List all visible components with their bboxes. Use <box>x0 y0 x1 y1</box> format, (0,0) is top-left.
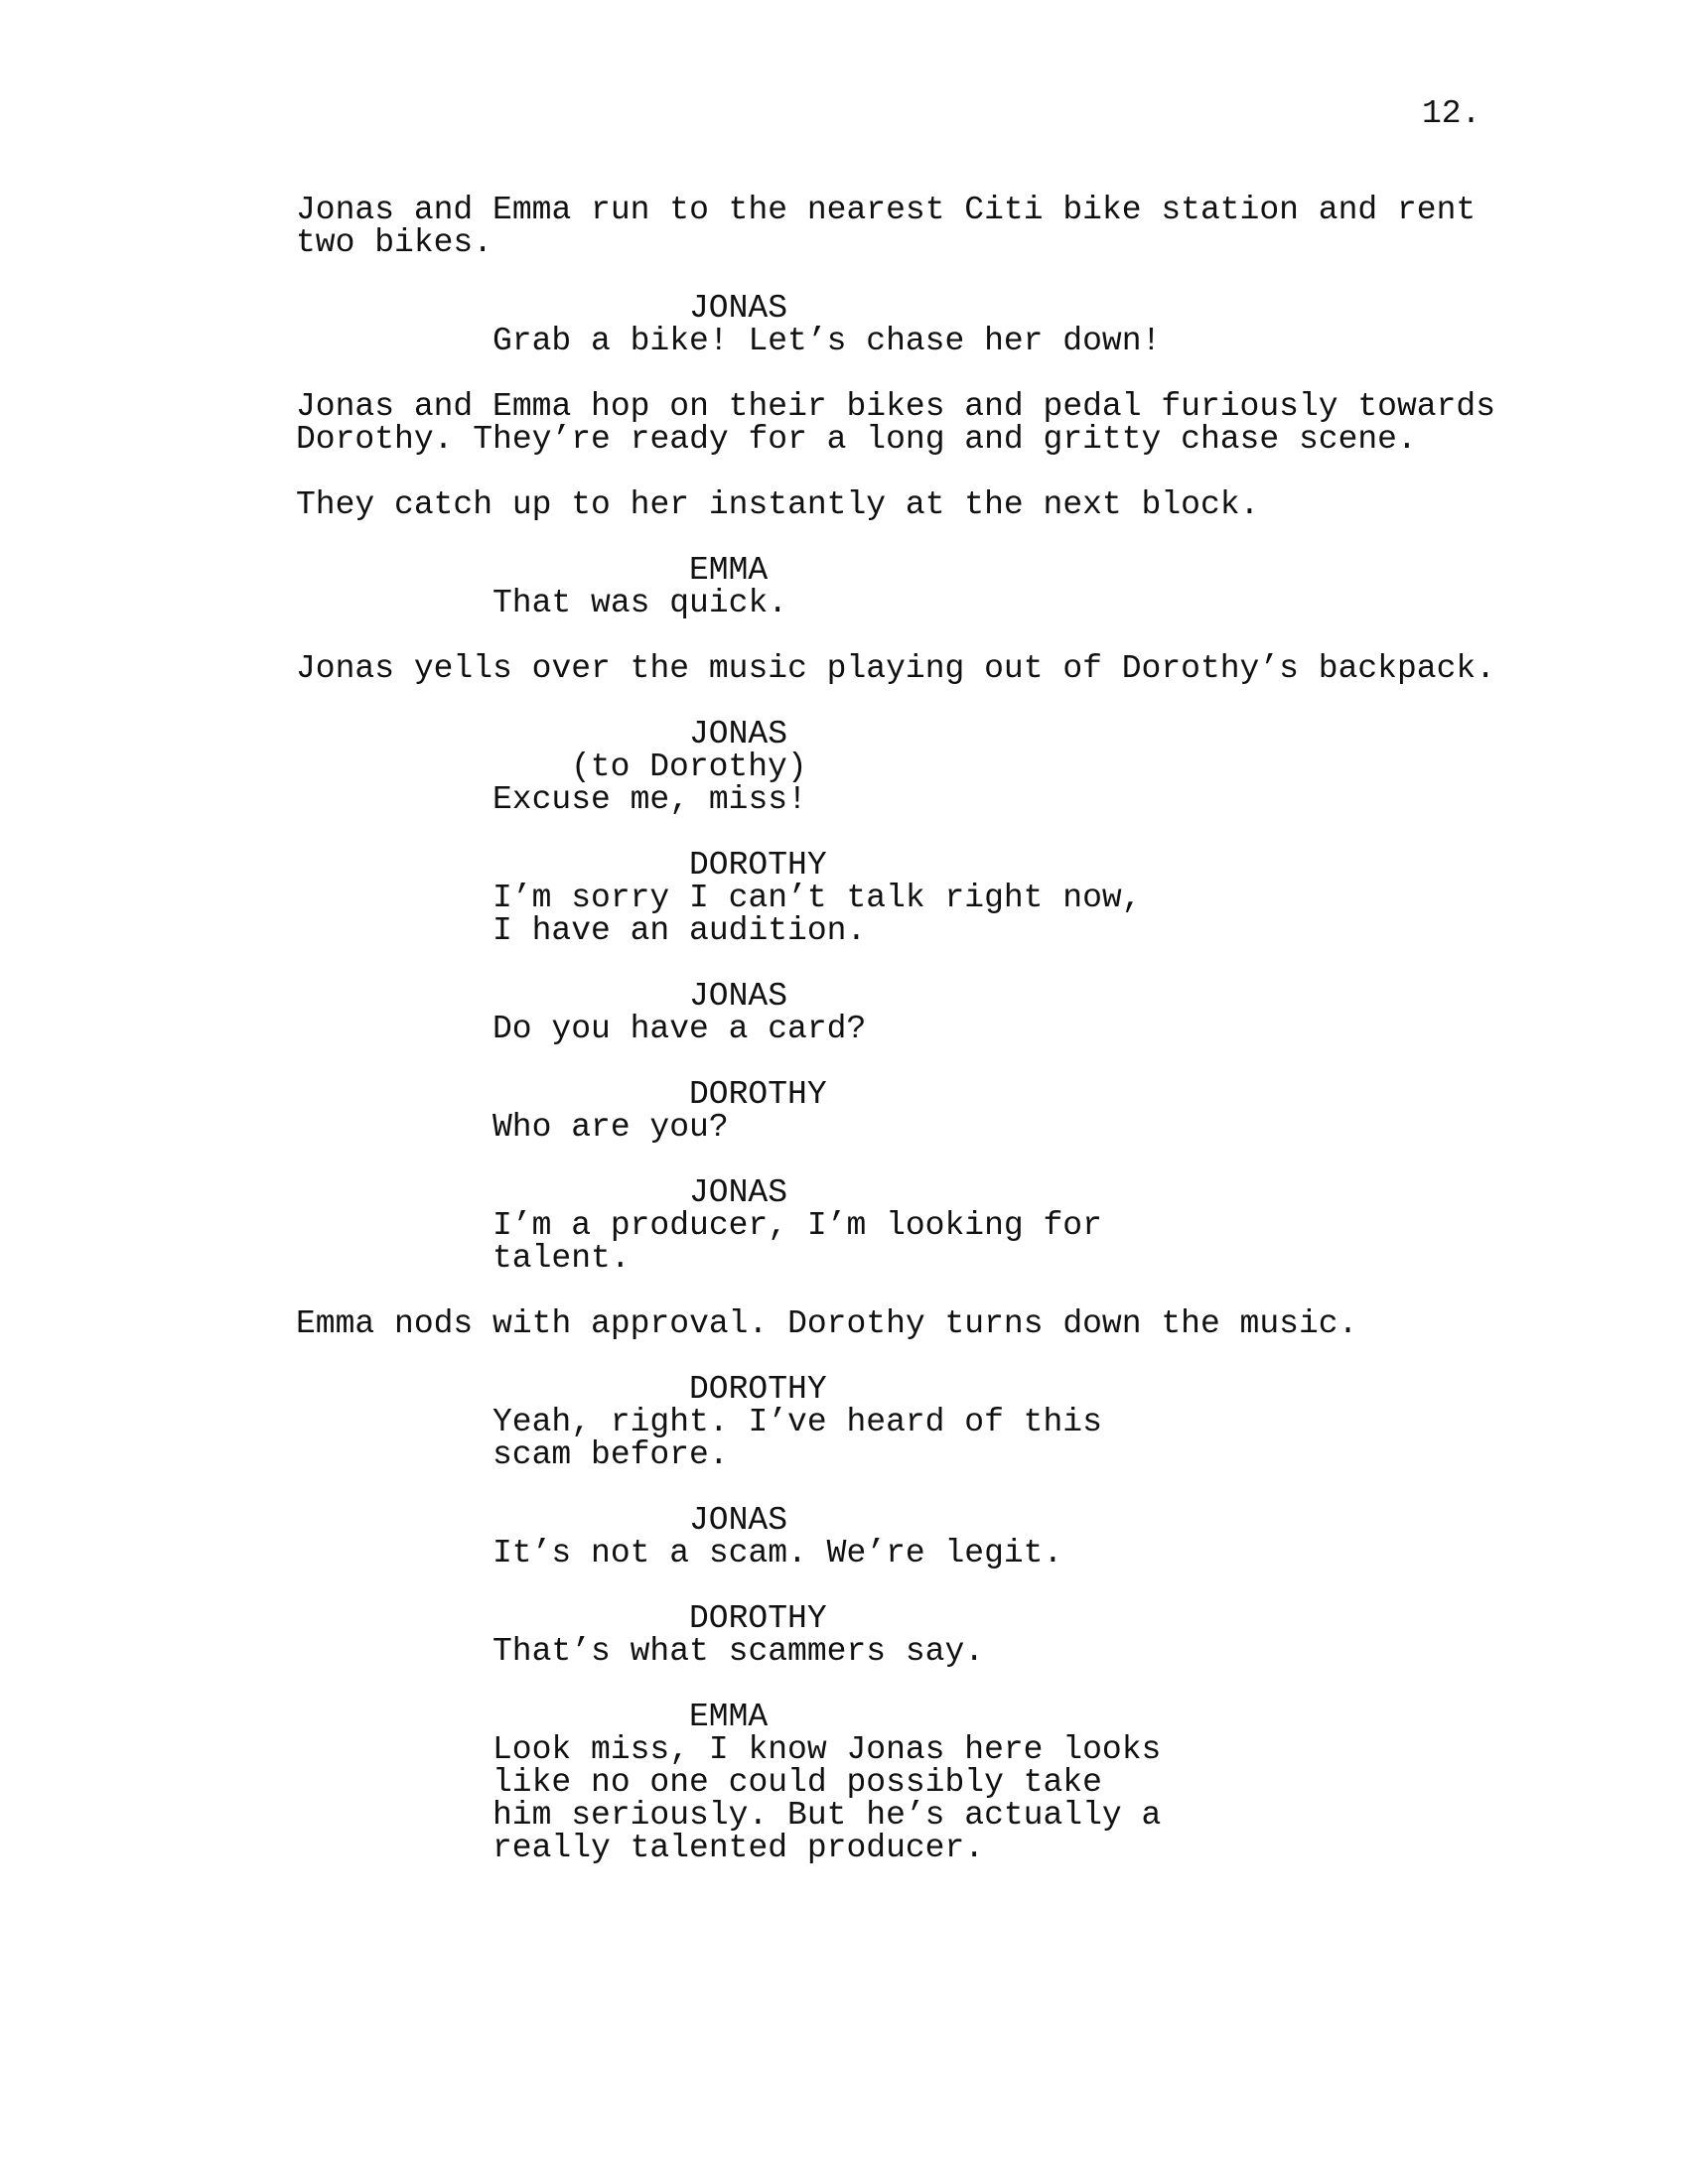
page-number: 12. <box>1422 95 1481 132</box>
dialogue-line: That’s what scammers say. <box>492 1633 985 1670</box>
dialogue-line: Do you have a card? <box>492 1011 867 1047</box>
character-name: JONAS <box>689 290 788 327</box>
action-line: Jonas and Emma run to the nearest Citi bike station and rent <box>296 192 1477 228</box>
character-name: EMMA <box>689 1699 769 1735</box>
dialogue-line: Grab a bike! Let’s chase her down! <box>492 323 1162 359</box>
character-name: JONAS <box>689 716 788 752</box>
dialogue-line: Who are you? <box>492 1109 729 1146</box>
dialogue-line: him seriously. But he’s actually a <box>492 1797 1162 1834</box>
dialogue-line: scam before. <box>492 1436 729 1473</box>
dialogue-line: talent. <box>492 1240 631 1277</box>
action-line: Jonas yells over the music playing out of Dorothy’s backpack. <box>296 650 1495 687</box>
character-name: DOROTHY <box>689 1600 827 1637</box>
dialogue-line: Yeah, right. I’ve heard of this <box>492 1404 1102 1440</box>
dialogue-line: I have an audition. <box>492 912 867 949</box>
parenthetical: (to Dorothy) <box>571 749 807 785</box>
character-name: DOROTHY <box>689 1371 827 1408</box>
dialogue-line: Look miss, I know Jonas here looks <box>492 1731 1162 1768</box>
dialogue-line: Excuse me, miss! <box>492 781 807 818</box>
dialogue-line: That was quick. <box>492 585 788 621</box>
action-line: Emma nods with approval. Dorothy turns down the music. <box>296 1305 1358 1342</box>
action-line: two bikes. <box>296 224 493 261</box>
character-name: JONAS <box>689 1174 788 1211</box>
character-name: EMMA <box>689 552 769 589</box>
dialogue-line: I’m sorry I can’t talk right now, <box>492 880 1142 916</box>
dialogue-line: I’m a producer, I’m looking for <box>492 1207 1102 1244</box>
character-name: DOROTHY <box>689 847 827 884</box>
action-line: Dorothy. They’re ready for a long and gritty chase scene. <box>296 421 1417 458</box>
dialogue-line: It’s not a scam. We’re legit. <box>492 1535 1063 1571</box>
dialogue-line: really talented producer. <box>492 1830 985 1866</box>
character-name: JONAS <box>689 978 788 1015</box>
character-name: DOROTHY <box>689 1076 827 1113</box>
action-line: They catch up to her instantly at the next block. <box>296 486 1260 523</box>
action-line: Jonas and Emma hop on their bikes and pedal furiously towards <box>296 388 1495 425</box>
character-name: JONAS <box>689 1502 788 1539</box>
dialogue-line: like no one could possibly take <box>492 1764 1102 1801</box>
